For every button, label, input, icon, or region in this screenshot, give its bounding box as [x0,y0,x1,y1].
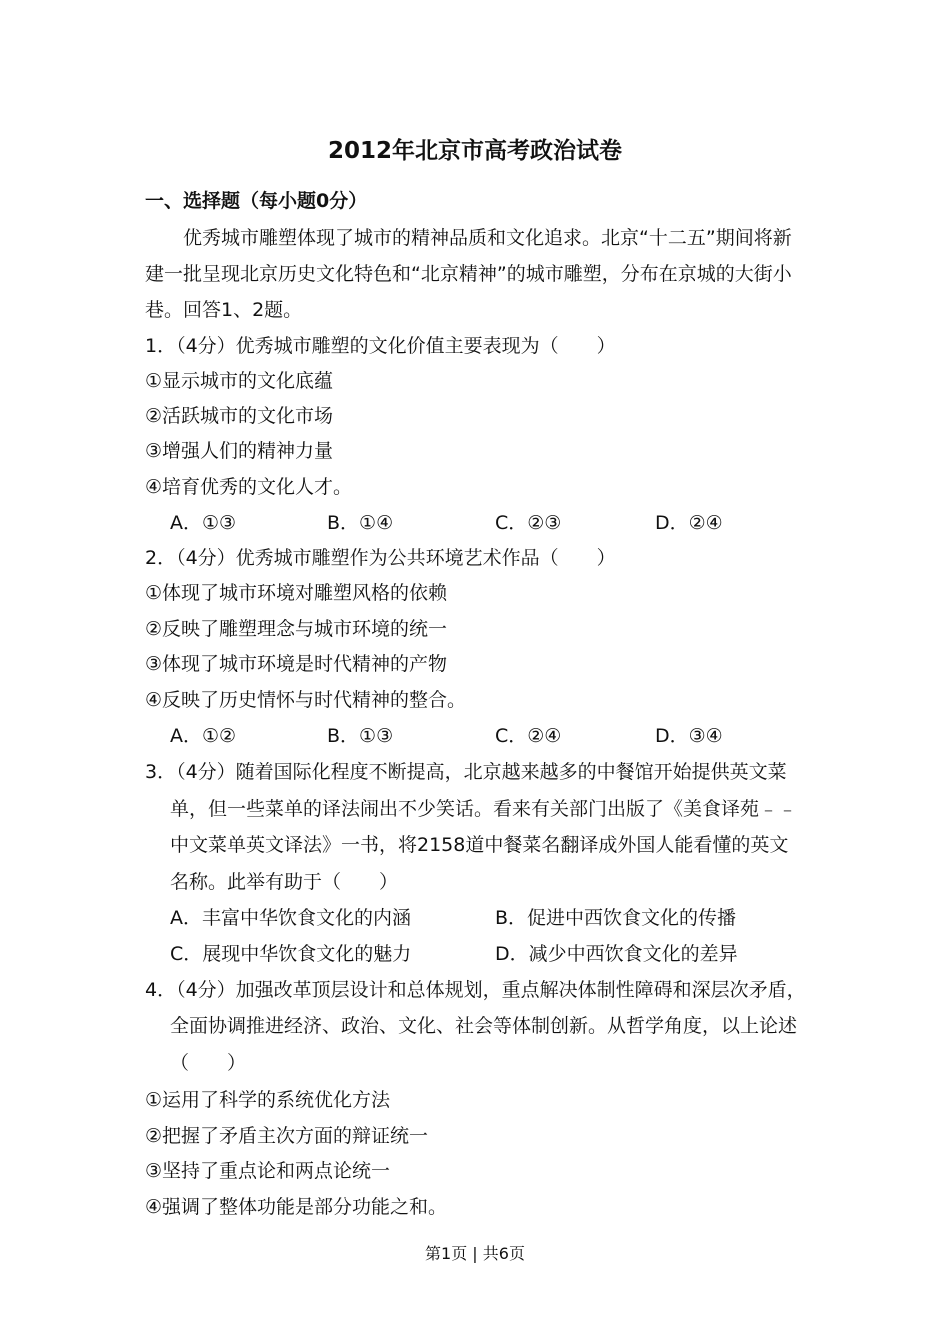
question-3-stem: 3．（4分）随着国际化程度不断提高，北京越来越多的中餐馆开始提供英文菜 [145,761,787,783]
question-2-item: ①体现了城市环境对雕塑风格的依赖 [145,582,448,604]
question-3-stem: 名称。此举有助于（ ） [170,871,399,893]
question-3-option-b: B．促进中西饮食文化的传播 [495,907,737,929]
question-1-item: ②活跃城市的文化市场 [145,405,334,427]
question-2-option-a: A．①② [170,725,237,747]
question-2-option-d: D．③④ [655,725,723,747]
question-3-option-a: A．丰富中华饮食文化的内涵 [170,907,411,929]
question-4-item: ②把握了矛盾主次方面的辩证统一 [145,1125,429,1147]
question-2-stem: 2．（4分）优秀城市雕塑作为公共环境艺术作品（ ） [145,547,616,569]
question-1-item: ①显示城市的文化底蕴 [145,370,334,392]
question-1-option-b: B．①④ [327,512,394,534]
question-2-option-b: B．①③ [327,725,394,747]
question-3-stem: 中文菜单英文译法》一书，将2158道中餐菜名翻译成外国人能看懂的英文 [170,834,789,856]
question-1-item: ③增强人们的精神力量 [145,440,334,462]
question-4-stem: 全面协调推进经济、政治、文化、社会等体制创新。从哲学角度，以上论述 [170,1015,798,1037]
question-1-stem: 1．（4分）优秀城市雕塑的文化价值主要表现为（ ） [145,335,616,357]
question-4-item: ③坚持了重点论和两点论统一 [145,1160,391,1182]
question-3-stem: 单，但一些菜单的译法闹出不少笑话。看来有关部门出版了《美食译苑﹣﹣ [170,798,798,820]
passage-line: 建一批呈现北京历史文化特色和“北京精神”的城市雕塑，分布在京城的大街小 [145,263,792,285]
question-3-option-d: D．减少中西饮食文化的差异 [495,943,738,965]
section-heading: 一、选择题（每小题0分） [145,190,368,212]
question-3-option-c: C．展现中华饮食文化的魅力 [170,943,412,965]
question-2-option-c: C．②④ [495,725,562,747]
question-4-stem: （ ） [170,1052,247,1074]
question-2-item: ④反映了历史情怀与时代精神的整合。 [145,689,467,711]
question-1-option-d: D．②④ [655,512,723,534]
question-1-option-c: C．②③ [495,512,562,534]
passage-line: 巷。回答1、2题。 [145,299,303,321]
question-2-item: ②反映了雕塑理念与城市环境的统一 [145,618,448,640]
question-4-item: ①运用了科学的系统优化方法 [145,1089,391,1111]
question-4-item: ④强调了整体功能是部分功能之和。 [145,1196,448,1218]
page-footer: 第1页 | 共6页 [425,1244,525,1263]
page-title: 2012年北京市高考政治试卷 [327,138,622,164]
question-2-item: ③体现了城市环境是时代精神的产物 [145,653,448,675]
question-1-option-a: A．①③ [170,512,237,534]
question-4-stem: 4．（4分）加强改革顶层设计和总体规划，重点解决体制性障碍和深层次矛盾， [145,979,806,1001]
passage-line: 优秀城市雕塑体现了城市的精神品质和文化追求。北京“十二五”期间将新 [183,227,792,249]
question-1-item: ④培育优秀的文化人才。 [145,476,353,498]
